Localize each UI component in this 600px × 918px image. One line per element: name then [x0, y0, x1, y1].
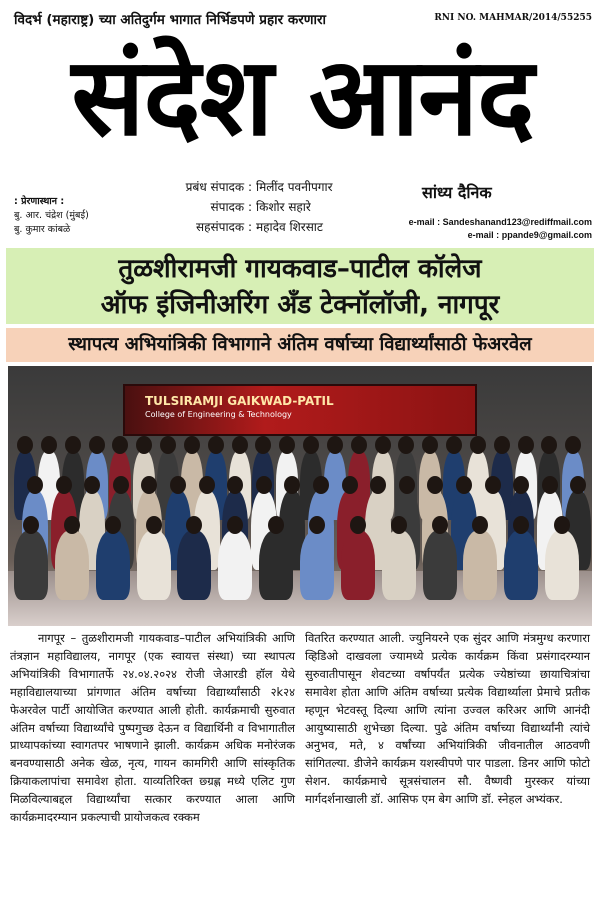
- student-head: [350, 516, 366, 534]
- student-head: [432, 516, 448, 534]
- article-column: वितरित करण्यात आली. ज्युनियरने एक सुंदर आणि मंत्रमुग्ध करणारा व्हिडिओ दाखवला ज्यामध्ये प्रत्येक कार्यक्रम किंवा प्रसंगादरम्यान सुरुवातीपासून शेवटच्या वर्षापर्यंत प्रत्येक ज्येष्ठांच्या छायाचित्रांचा समावेश होता आणि अंतिम वर्षाच्या प्रत्येक विद्यार्थ्याला प्रेमाचे प्रतीक म्हणून भेटवस्तू दिल्या आणि त्यांना उज्वल करिअर आणि आनंदी आयुष्यासाठी शुभेच्छा दिल्या. पुढे अंतिम वर्षाच्या विद्यार्थ्यांनी त्यांचे अनुभव, मते, ४ वर्षांच्या अभियांत्रिकी जीवनातील आठवणी सांगितल्या. डीजेने कार्यक्रम यशस्वीपणे पार पाडला. डिनर आणि फोटो सेशन. कार्यक्रमाचे सूत्रसंचालन सौ. वैष्णवी मुरस्कर यांच्या मार्गदर्शनाखाली डॉ. आसिफ एम बेग आणि डॉ. स्नेहल अभ्यंकर.: [305, 631, 590, 807]
- student-head: [208, 436, 224, 454]
- student-head: [494, 436, 510, 454]
- student-figure: [300, 530, 334, 600]
- student-figure: [545, 530, 579, 600]
- student-head: [485, 476, 501, 494]
- email-label: e-mail :: [467, 230, 500, 240]
- student-head: [105, 516, 121, 534]
- editor-name: किशोर सहारे: [256, 199, 311, 214]
- student-head: [399, 476, 415, 494]
- student-figure: [504, 530, 538, 600]
- student-head: [342, 476, 358, 494]
- student-figure: [341, 530, 375, 600]
- editor-role: संपादक :: [210, 199, 252, 214]
- student-head: [256, 476, 272, 494]
- student-head: [313, 476, 329, 494]
- student-figure: [14, 530, 48, 600]
- student-figure: [55, 530, 89, 600]
- student-head: [23, 516, 39, 534]
- student-head: [398, 436, 414, 454]
- student-figure: [96, 530, 130, 600]
- student-head: [199, 476, 215, 494]
- student-head: [303, 436, 319, 454]
- newspaper-masthead: संदेश आनंद: [71, 35, 534, 160]
- student-head: [351, 436, 367, 454]
- editors-block: [150, 176, 380, 236]
- student-head: [456, 476, 472, 494]
- student-head: [65, 436, 81, 454]
- inspiration-name: बु. आर. चंद्रेश (मुंबई): [14, 210, 89, 221]
- student-head: [542, 476, 558, 494]
- student-head: [232, 436, 248, 454]
- student-head: [160, 436, 176, 454]
- student-head: [309, 516, 325, 534]
- student-head: [518, 436, 534, 454]
- student-head: [27, 476, 43, 494]
- student-head: [565, 436, 581, 454]
- editor-name: महादेव शिरसाट: [256, 219, 323, 234]
- student-head: [89, 436, 105, 454]
- student-head: [113, 476, 129, 494]
- headline-line: तुळशीरामजी गायकवाड–पाटील कॉलेज: [118, 254, 482, 284]
- student-head: [64, 516, 80, 534]
- student-figure: [137, 530, 171, 600]
- student-head: [375, 436, 391, 454]
- email-label: e-mail :: [408, 217, 441, 227]
- student-head: [56, 476, 72, 494]
- editor-role: सहसंपादक :: [196, 219, 252, 234]
- student-head: [391, 516, 407, 534]
- email-link[interactable]: Sandeshanand123@rediffmail.com: [442, 217, 592, 227]
- inspiration-label: : प्रेरणास्थान :: [14, 196, 65, 207]
- student-head: [41, 436, 57, 454]
- rni-number: RNI NO. MAHMAR/2014/55255: [434, 13, 592, 23]
- student-head: [327, 436, 343, 454]
- inspiration-name: बु. कुमार कांबळे: [14, 224, 71, 235]
- editor-row: [150, 216, 380, 236]
- student-head: [170, 476, 186, 494]
- article-headline: [6, 248, 594, 324]
- student-head: [255, 436, 271, 454]
- editor-row: [150, 176, 380, 196]
- student-figure: [382, 530, 416, 600]
- editor-name: मिलींद पवनीपगार: [256, 179, 333, 194]
- banner-title: TULSIRAMJI GAIKWAD-PATIL: [145, 394, 334, 408]
- editor-role: प्रबंध संपादक :: [185, 179, 252, 194]
- student-head: [112, 436, 128, 454]
- email-block: [409, 216, 592, 242]
- edition-label: सांध्य दैनिक: [422, 183, 492, 202]
- student-head: [146, 516, 162, 534]
- student-head: [541, 436, 557, 454]
- email-link[interactable]: ppande9@gmail.com: [501, 230, 592, 240]
- student-figure: [463, 530, 497, 600]
- banner-subtitle: College of Engineering & Technology: [145, 410, 292, 419]
- masthead-tagline: विदर्भ (महाराष्ट्र) च्या अतिदुर्गम भागात निर्भिडपणे प्रहार करणारा: [14, 12, 326, 28]
- inspiration-block: [14, 195, 89, 237]
- student-figure: [423, 530, 457, 600]
- student-head: [470, 436, 486, 454]
- email-line: [409, 229, 592, 242]
- student-head: [446, 436, 462, 454]
- student-head: [184, 436, 200, 454]
- student-figure: [177, 530, 211, 600]
- article-body: [8, 630, 592, 918]
- student-head: [136, 436, 152, 454]
- headline-line: ऑफ इंजिनीअरिंग अँड टेक्नॉलॉजी, नागपूर: [100, 290, 500, 320]
- student-head: [17, 436, 33, 454]
- stage-banner: [123, 384, 477, 436]
- email-line: [409, 216, 592, 229]
- article-subheadline: स्थापत्य अभियांत्रिकी विभागाने अंतिम वर्षाच्या विद्यार्थ्यांसाठी फेअरवेल: [6, 328, 594, 362]
- student-figure: [259, 530, 293, 600]
- event-photo: [8, 366, 592, 626]
- student-head: [422, 436, 438, 454]
- editor-row: [150, 196, 380, 216]
- student-head: [279, 436, 295, 454]
- article-column: नागपूर – तुळशीरामजी गायकवाड–पाटील अभियांत्रिकी आणि तंत्रज्ञान महाविद्यालय, नागपूर (एक स्वायत्त संस्था) च्या स्थापत्य अभियांत्रिकी विभागातर्फे २४.०४.२०२४ रोजी जेआरडी हॉल येथे महाविद्यालयाच्या प्रांगणात अंतिम वर्षाच्या विद्यार्थ्यांसाठी २k२४ फेअरवेल पार्टी आयोजित करण्यात आली होती. कार्यक्रमाची सुरुवात अंतिम वर्षाच्या विद्यार्थ्यांचे पुष्पगुच्छ देऊन व विद्यार्थिनी व विभागातील प्राध्यापकांच्या स्वागतपर भाषणाने झाली. कार्यक्रम अधिक मनोरंजक बनवण्यासाठी अनेक खेळ, नृत्य, गायन कामगिरी आणि सांस्कृतिक क्रियाकलापांचा समावेश होता. याव्यतिरिक्त छ्ग्रह्ण मध्ये एलिट गुण मिळविल्याबद्दल विद्यार्थ्यांचा सत्कार करण्यात आला आणि कार्यक्रमादरम्यान प्रकल्पाची प्रायोजकत्व रक्कम: [10, 631, 295, 825]
- student-figure: [218, 530, 252, 600]
